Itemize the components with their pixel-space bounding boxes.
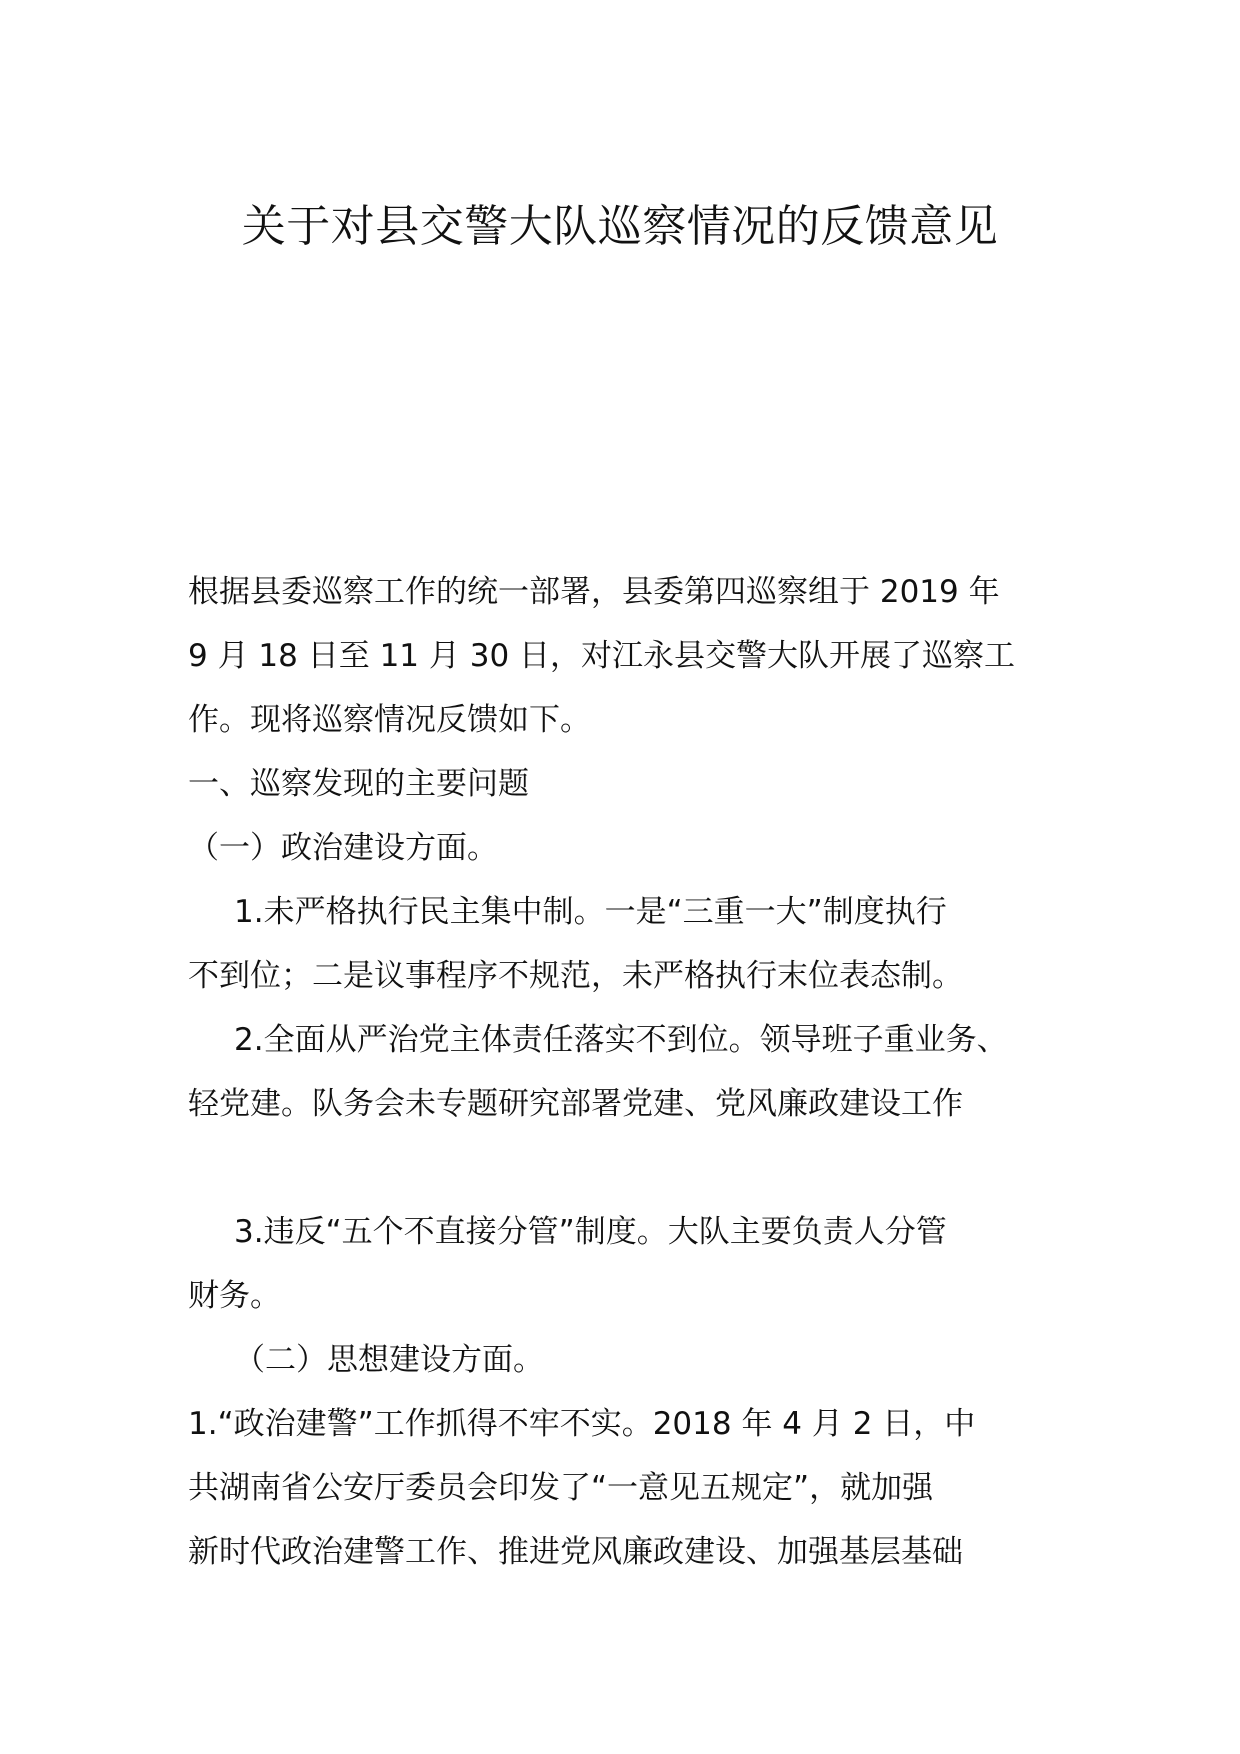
paragraph-line: 不到位；二是议事程序不规范，未严格执行末位表态制。 (188, 958, 963, 994)
document-body (188, 560, 1056, 1584)
paragraph-line: 新时代政治建警工作、推进党风廉政建设、加强基层基础 (188, 1534, 963, 1570)
paragraph-line: 2.全面从严治党主体责任落实不到位。领导班子重业务、 (234, 1022, 1008, 1058)
blank-line (188, 1136, 1056, 1200)
paragraph-line: 财务。 (188, 1278, 281, 1314)
paragraph-line: 根据县委巡察工作的统一部署，县委第四巡察组于 2019 年 (188, 574, 1000, 610)
paragraph-line: 轻党建。队务会未专题研究部署党建、党风廉政建设工作 (188, 1086, 963, 1122)
paragraph-line: 作。现将巡察情况反馈如下。 (188, 702, 591, 738)
paragraph-line: 共湖南省公安厅委员会印发了“一意见五规定”，就加强 (188, 1470, 934, 1506)
paragraph-line: 3.违反“五个不直接分管”制度。大队主要负责人分管 (234, 1214, 947, 1250)
paragraph-line: 1.未严格执行民主集中制。一是“三重一大”制度执行 (234, 894, 947, 930)
subsection-heading: （一）政治建设方面。 (188, 830, 498, 866)
subsection-heading: （二）思想建设方面。 (234, 1342, 544, 1378)
document-title: 关于对县交警大队巡察情况的反馈意见 (241, 201, 999, 253)
paragraph-line: 1.“政治建警”工作抓得不牢不实。2018 年 4 月 2 日，中 (188, 1406, 976, 1442)
paragraph-line: 9 月 18 日至 11 月 30 日，对江永县交警大队开展了巡察工 (188, 638, 1016, 674)
section-heading: 一、巡察发现的主要问题 (188, 766, 529, 802)
